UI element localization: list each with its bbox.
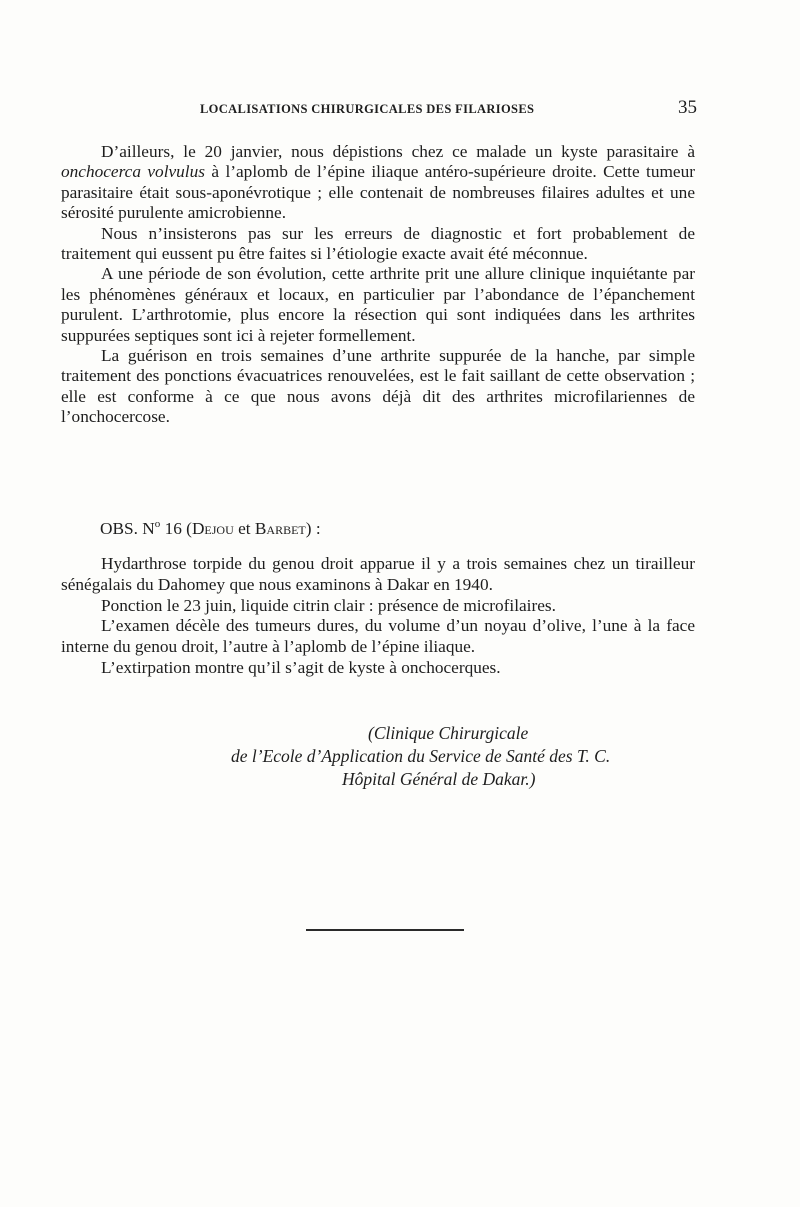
running-header [200,99,700,123]
page-number: 35 [678,97,697,118]
signature-line-1: (Clinique Chirurgicale [368,723,529,743]
signature-line-2: de l’Ecole d’Application du Service de Santé des T. C. [231,746,611,766]
obs-label: OBS. N [100,518,155,538]
paragraph-kyste-end: à l’aplomb de l’épine iliaque antéro-supérieure droite. Cette tumeur parasitaire était sous-aponévrotique ; elle contenait de nombreuses filaires adultes et une sérosité purulente amicrobienne. [61,162,695,223]
obs-paragraph-examen: L’examen décèle des tumeurs dures, du volume d’un noyau d’olive, l’une à la face interne du genou droit, l’autre à l’aplomb de l’épine iliaque. [61,616,695,657]
species-name: onchocerca volvulus [61,162,205,182]
obs-number: 16 ( [160,518,192,538]
discussion-text [61,142,695,428]
running-title: LOCALISATIONS CHIRURGICALES DES FILARIOSES [200,102,535,116]
obs-degree: o [154,518,161,530]
paragraph-kyste-start: D’ailleurs, le 20 janvier, nous dépistions chez ce malade un kyste parasitaire à [101,142,695,161]
obs-conj: et [233,518,255,538]
paragraph-evolution: A une période de son évolution, cette arthrite prit une allure clinique inquiétante par les phénomènes généraux et locaux, en particulier par l’abondance de l’épanchement purulent. L’arthrotomie, plus encore la résection qui sont indiquées dans les arthrites suppurées septiques sont ici à rejeter formellement. [61,264,695,345]
end-rule [306,929,464,931]
signature-line-3: Hôpital Général de Dakar.) [342,769,536,789]
obs-author-1: Dejou [191,518,234,538]
observation-heading [100,518,321,539]
paragraph-diagnostic: Nous n’insisterons pas sur les erreurs de diagnostic et fort probablement de traitement qui eussent pu être faites si l’étiologie exacte avait été méconnue. [61,223,695,264]
obs-paragraph-hydarthrose: Hydarthrose torpide du genou droit apparue il y a trois semaines chez un tirailleur sénégalais du Dahomey que nous examinons à Dakar en 1940. [61,554,695,594]
paragraph-guerison: La guérison en trois semaines d’une arthrite suppurée de la hanche, par simple traitement des ponctions évacuatrices renouvelées, est le fait saillant de cette observation ; elle est conforme à ce que nous avons déjà dit des arthrites microfilariennes de l’onchocercose. [61,346,695,427]
obs-author-2: Barbet [254,518,306,538]
paragraph-kyste [61,142,695,224]
obs-paragraph-ponction: Ponction le 23 juin, liquide citrin clair : présence de microfilaires. [101,595,556,615]
obs-paragraph-extirpation: L’extirpation montre qu’il s’agit de kyste à onchocerques. [101,657,501,677]
signature-block [200,722,700,791]
obs-suffix: ) : [305,518,321,538]
observation-text [61,554,695,679]
